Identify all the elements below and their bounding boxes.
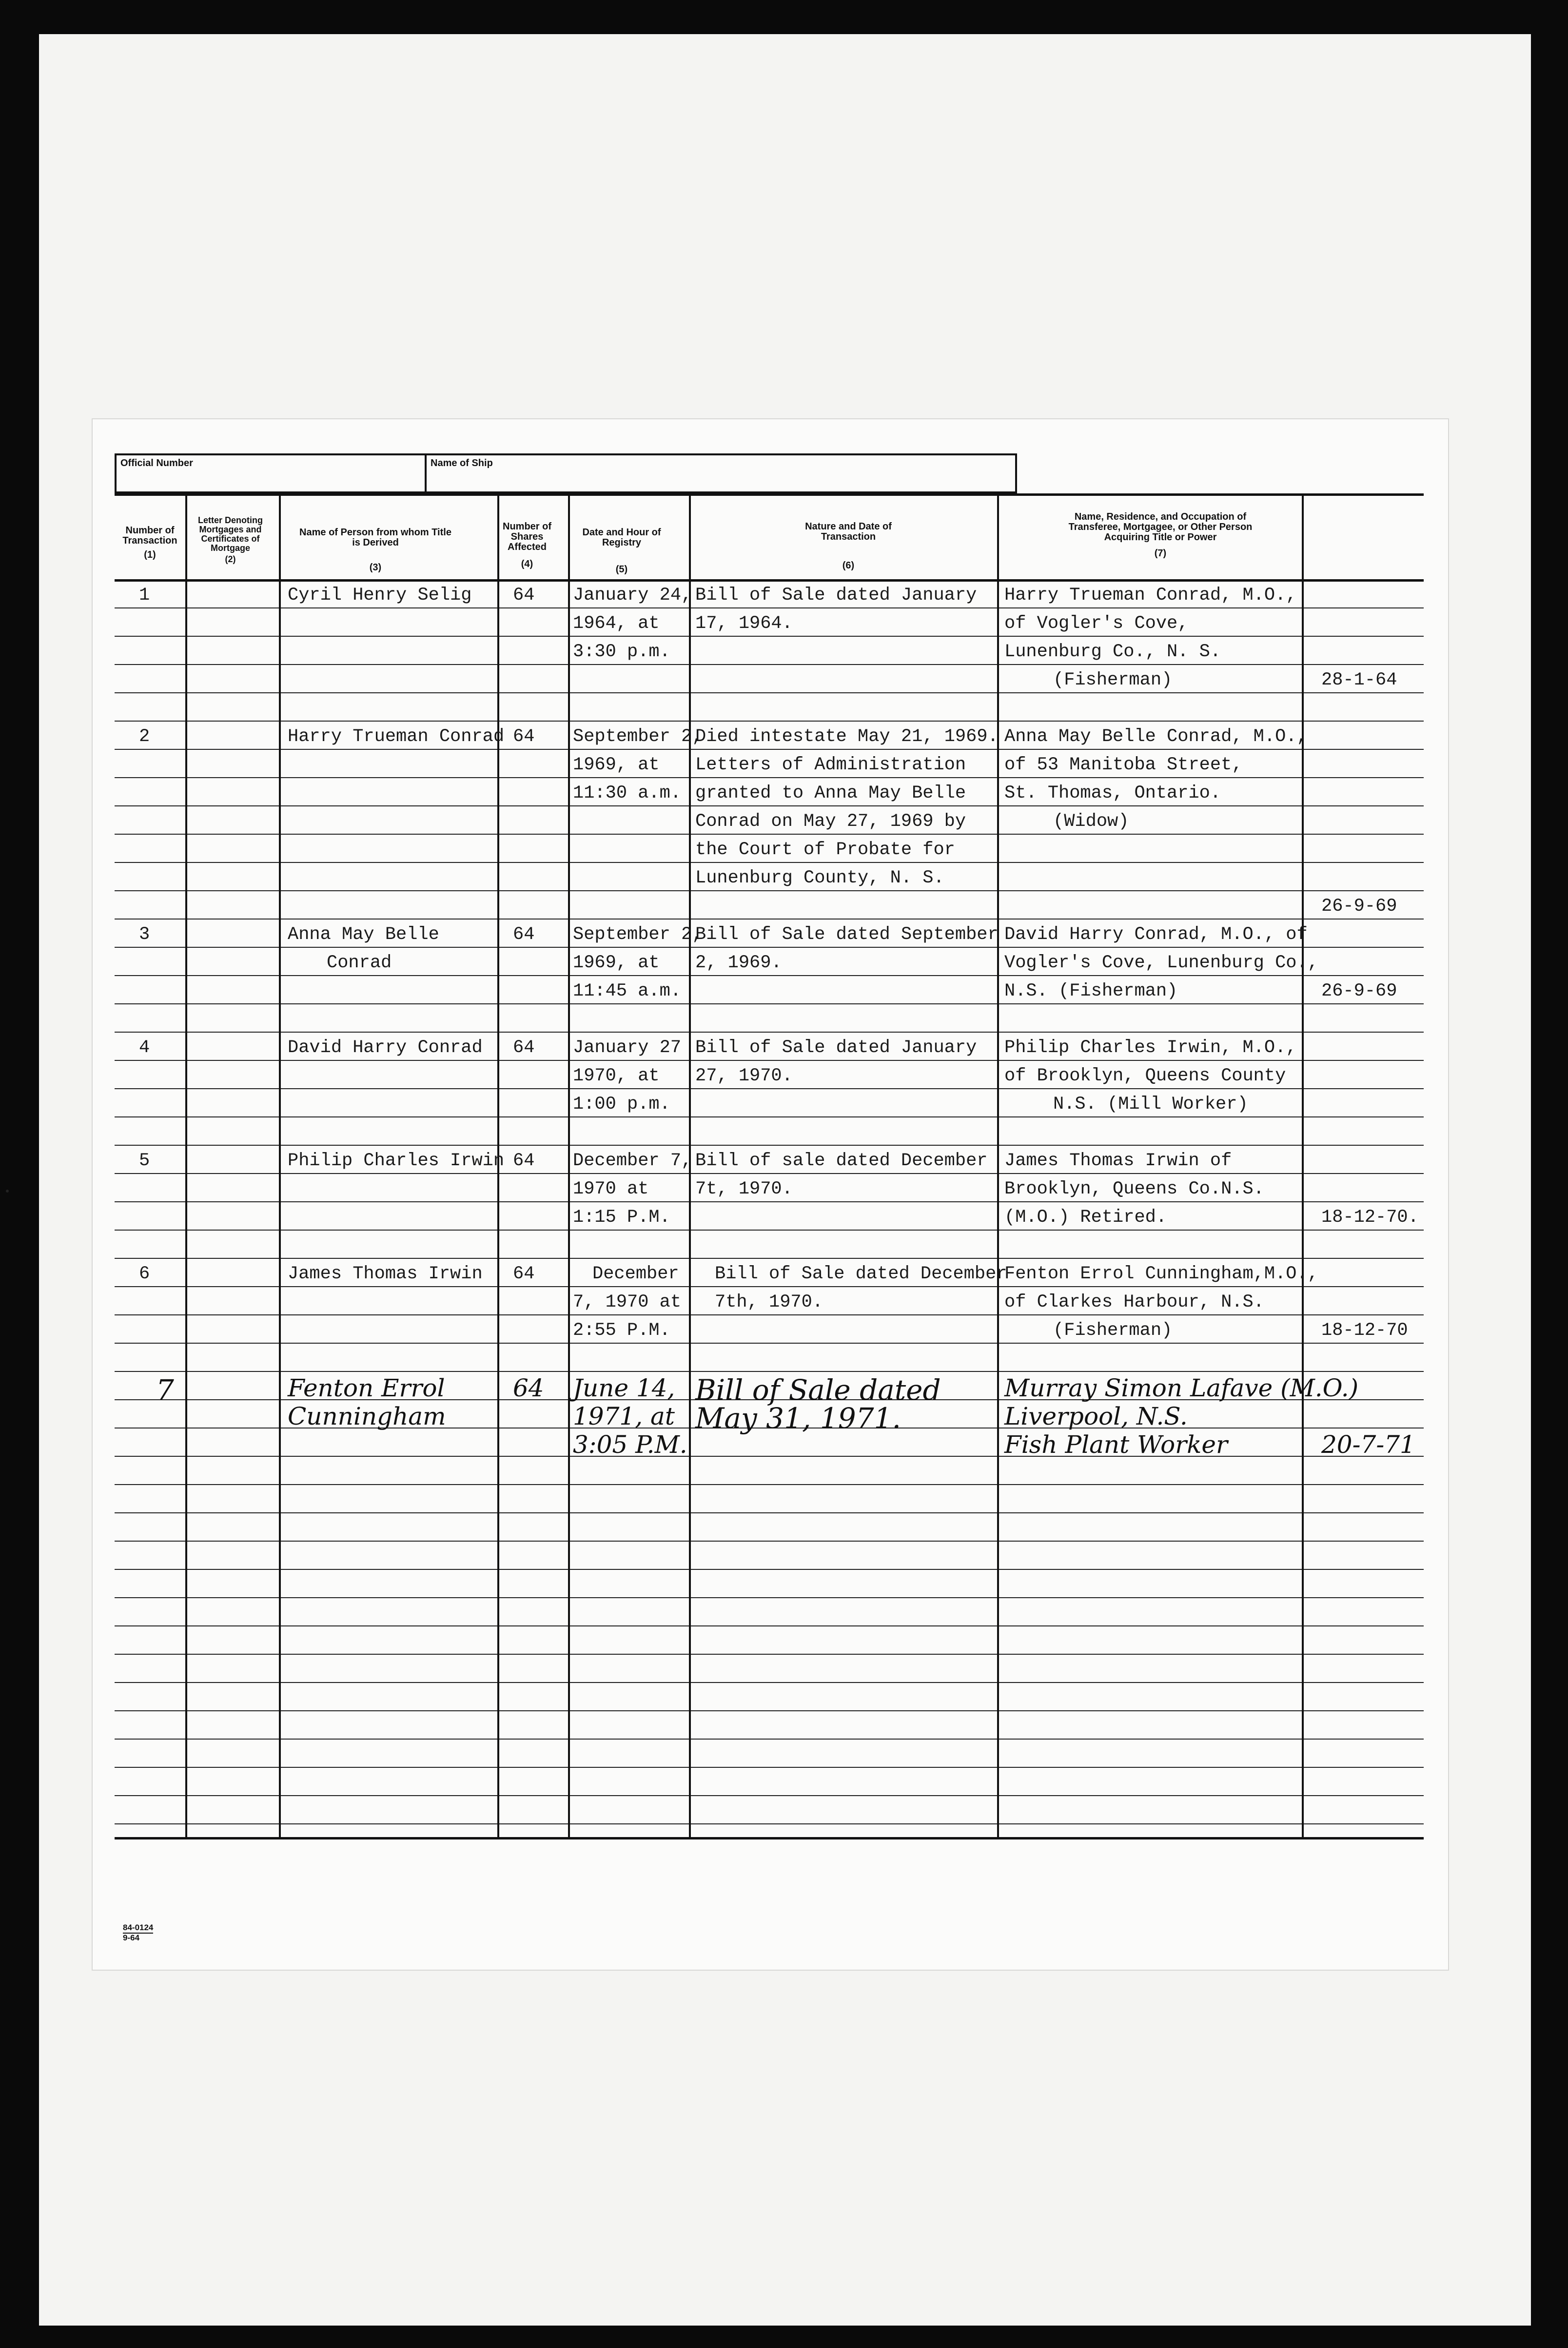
registry-date: January 27	[573, 1037, 682, 1058]
registry-date: 3:30 p.m.	[573, 642, 670, 662]
transaction-number: 4	[139, 1037, 150, 1058]
transaction-number: 6	[139, 1264, 150, 1284]
transaction-nature: 7t, 1970.	[695, 1179, 793, 1199]
ruled-line	[115, 805, 1424, 806]
transferee: Brooklyn, Queens Co.N.S.	[1004, 1179, 1264, 1199]
person-from: Philip Charles Irwin	[288, 1151, 505, 1171]
transferee: Fenton Errol Cunningham,M.O.,	[1004, 1264, 1318, 1284]
ruled-line	[115, 862, 1424, 863]
ruled-line	[115, 975, 1424, 976]
col-divider-4	[568, 493, 570, 1837]
ruled-line	[115, 834, 1424, 835]
transferee: St. Thomas, Ontario.	[1004, 783, 1221, 803]
person-from: Cyril Henry Selig	[288, 585, 472, 606]
ruled-line	[115, 1060, 1424, 1061]
transferee: of Vogler's Cove,	[1004, 613, 1189, 634]
ruled-line	[115, 1512, 1424, 1513]
transferee: James Thomas Irwin of	[1004, 1151, 1232, 1171]
person-from: Anna May Belle	[288, 924, 439, 945]
ruled-line	[115, 1823, 1424, 1824]
registry-date: 3:05 P.M.	[573, 1430, 687, 1459]
entry-date: 28-1-64	[1321, 670, 1397, 690]
official-number-box	[115, 453, 427, 493]
transaction-nature: Bill of sale dated December	[695, 1151, 988, 1171]
col7-header	[1014, 512, 1307, 559]
transferee: of 53 Manitoba Street,	[1004, 755, 1243, 775]
col-divider-2	[279, 493, 281, 1837]
transferee: (Fisherman)	[1053, 1320, 1173, 1341]
transferee: (Fisherman)	[1053, 670, 1173, 690]
transaction-nature: 17, 1964.	[695, 613, 793, 634]
transaction-number: 5	[139, 1151, 150, 1171]
ruled-line	[115, 1230, 1424, 1231]
shares-affected: 64	[513, 1374, 544, 1402]
ruled-line	[115, 1371, 1424, 1372]
transferee: Fish Plant Worker	[1004, 1430, 1228, 1459]
ruled-line	[115, 947, 1424, 948]
col5-num: (5)	[615, 564, 628, 575]
ruled-line	[115, 1173, 1424, 1174]
ruled-line	[115, 1484, 1424, 1485]
ruled-line	[115, 664, 1424, 665]
name-of-ship-label: Name of Ship	[431, 458, 493, 469]
transaction-nature: May 31, 1971.	[695, 1402, 901, 1435]
shares-affected: 64	[513, 1037, 535, 1058]
ruled-line	[115, 1682, 1424, 1683]
ruled-line	[115, 1145, 1424, 1146]
shares-affected: 64	[513, 924, 535, 945]
col4-title: Number of Shares Affected	[503, 521, 551, 552]
registry-date: 7, 1970 at	[573, 1292, 682, 1312]
form-number: 84-0124	[123, 1923, 153, 1934]
transaction-nature: Conrad on May 27, 1969 by	[695, 811, 966, 832]
ruled-line	[115, 749, 1424, 750]
transaction-nature: 7th, 1970.	[715, 1292, 823, 1312]
ruled-line	[115, 1258, 1424, 1259]
transaction-nature: Bill of Sale dated January	[695, 585, 977, 606]
registry-date: 1970, at	[573, 1066, 660, 1086]
col3-header	[297, 528, 453, 573]
transaction-number: 7	[156, 1373, 174, 1407]
person-from: David Harry Conrad	[288, 1037, 483, 1058]
entry-date: 18-12-70	[1321, 1320, 1408, 1341]
shares-affected: 64	[513, 1151, 535, 1171]
form-date: 9-64	[123, 1933, 140, 1942]
ruled-line	[115, 1569, 1424, 1570]
transferee: N.S. (Mill Worker)	[1053, 1094, 1248, 1115]
film-speck	[6, 1190, 9, 1193]
transferee: Anna May Belle Conrad, M.O.,	[1004, 726, 1308, 747]
ruled-line	[115, 1541, 1424, 1542]
name-of-ship-box	[425, 453, 1017, 493]
col-divider-1	[185, 493, 187, 1837]
person-from: James Thomas Irwin	[288, 1264, 483, 1284]
ruled-line	[115, 721, 1424, 722]
ruled-line	[115, 1116, 1424, 1117]
entry-date: 18-12-70.	[1321, 1207, 1419, 1228]
registry-date: 11:30 a.m.	[573, 783, 682, 803]
registry-date: 1:15 P.M.	[573, 1207, 670, 1228]
col1-header	[115, 526, 185, 560]
col4-num: (4)	[521, 559, 533, 569]
col5-title: Date and Hour of Registry	[582, 527, 661, 548]
ruled-line	[115, 1654, 1424, 1655]
transaction-nature: Bill of Sale dated January	[695, 1037, 977, 1058]
registry-date: 1971, at	[573, 1402, 675, 1430]
shares-affected: 64	[513, 726, 535, 747]
transaction-nature: Died intestate May 21, 1969.	[695, 726, 999, 747]
transferee: N.S. (Fisherman)	[1004, 981, 1178, 1001]
col3-num: (3)	[369, 562, 382, 573]
ruled-line	[115, 1739, 1424, 1740]
registry-date: June 14,	[573, 1374, 675, 1402]
shares-affected: 64	[513, 585, 535, 606]
registry-date: September 2,	[573, 726, 703, 747]
transaction-number: 3	[139, 924, 150, 945]
entry-date: 26-9-69	[1321, 981, 1397, 1001]
ruled-line	[115, 1314, 1424, 1315]
official-number-label: Official Number	[120, 458, 193, 469]
registry-date: January 24,	[573, 585, 692, 606]
transaction-nature: 2, 1969.	[695, 953, 782, 973]
ruled-line	[115, 1088, 1424, 1089]
registry-date: 1:00 p.m.	[573, 1094, 670, 1115]
registry-date: 1970 at	[573, 1179, 649, 1199]
ruled-line	[115, 1032, 1424, 1033]
ruled-line	[115, 1767, 1424, 1768]
person-from: Conrad	[327, 953, 392, 973]
ruled-line	[115, 777, 1424, 778]
transaction-nature: Bill of Sale dated September	[695, 924, 999, 945]
transferee: (M.O.) Retired.	[1004, 1207, 1167, 1228]
ruled-line	[115, 1286, 1424, 1287]
col1-title: Number of Transaction	[122, 525, 177, 546]
ruled-line	[115, 636, 1424, 637]
transaction-nature: the Court of Probate for	[695, 840, 955, 860]
transferee: Harry Trueman Conrad, M.O.,	[1004, 585, 1297, 606]
col-divider-7	[1302, 493, 1304, 1837]
transaction-nature: Lunenburg County, N. S.	[695, 868, 944, 888]
transferee: of Clarkes Harbour, N.S.	[1004, 1292, 1264, 1312]
registry-date: 1964, at	[573, 613, 660, 634]
col6-header	[726, 522, 970, 571]
col2-num: (2)	[225, 554, 236, 564]
form-number-block	[123, 1923, 153, 1942]
transferee: Vogler's Cove, Lunenburg Co.,	[1004, 953, 1318, 973]
col7-title: Name, Residence, and Occupation of Transferee, Mortgagee, or Other Person Acquiring Title or Power	[1068, 511, 1253, 543]
ruled-line	[115, 1201, 1424, 1202]
ruled-line	[115, 607, 1424, 608]
table-bottom-rule	[115, 1837, 1424, 1839]
ship-registry-form	[93, 419, 1448, 1970]
transaction-number: 1	[139, 585, 150, 606]
header-top-rule	[115, 493, 1424, 496]
transaction-nature: granted to Anna May Belle	[695, 783, 966, 803]
col5-header	[573, 528, 670, 575]
registry-date: 1969, at	[573, 755, 660, 775]
transaction-nature: 27, 1970.	[695, 1066, 793, 1086]
shares-affected: 64	[513, 1264, 535, 1284]
col4-header	[498, 522, 556, 569]
registry-date: September 2,	[573, 924, 703, 945]
entry-date: 20-7-71	[1321, 1430, 1415, 1459]
transaction-nature: Letters of Administration	[695, 755, 966, 775]
transferee: Lunenburg Co., N. S.	[1004, 642, 1221, 662]
person-from: Fenton Errol	[288, 1374, 445, 1402]
registry-date: December 7,	[573, 1151, 692, 1171]
col6-title: Nature and Date of Transaction	[805, 521, 892, 542]
ruled-line	[115, 1343, 1424, 1344]
col-divider-6	[997, 493, 999, 1837]
col2-header	[190, 516, 271, 564]
col6-num: (6)	[842, 560, 855, 571]
transferee: of Brooklyn, Queens County	[1004, 1066, 1286, 1086]
transaction-nature: Bill of Sale dated December	[715, 1264, 1007, 1284]
ruled-line	[115, 1597, 1424, 1598]
registry-date: 1969, at	[573, 953, 660, 973]
ruled-line	[115, 919, 1424, 920]
transferee: David Harry Conrad, M.O., of	[1004, 924, 1308, 945]
col2-title: Letter Denoting Mortgages and Certificates of Mortgage	[198, 515, 263, 553]
ruled-line	[115, 692, 1424, 693]
transferee: Philip Charles Irwin, M.O.,	[1004, 1037, 1297, 1058]
ruled-line	[115, 1710, 1424, 1711]
transferee: Murray Simon Lafave (M.O.)	[1004, 1374, 1359, 1402]
person-from: Harry Trueman Conrad	[288, 726, 505, 747]
col1-num: (1)	[144, 549, 156, 560]
col7-num: (7)	[1154, 548, 1167, 559]
ruled-line	[115, 1625, 1424, 1626]
transferee: Liverpool, N.S.	[1004, 1402, 1188, 1430]
header-bottom-rule	[115, 579, 1424, 582]
ruled-line	[115, 1003, 1424, 1004]
transferee: (Widow)	[1053, 811, 1129, 832]
registry-date: 11:45 a.m.	[573, 981, 682, 1001]
entry-date: 26-9-69	[1321, 896, 1397, 917]
ruled-line	[115, 1795, 1424, 1796]
registry-date: December	[592, 1264, 679, 1284]
registry-date: 2:55 P.M.	[573, 1320, 670, 1341]
person-from: Cunningham	[288, 1402, 446, 1430]
col3-title: Name of Person from whom Title is Derived	[299, 527, 451, 548]
ruled-line	[115, 890, 1424, 891]
transaction-number: 2	[139, 726, 150, 747]
transaction-nature: Bill of Sale dated	[695, 1373, 941, 1407]
